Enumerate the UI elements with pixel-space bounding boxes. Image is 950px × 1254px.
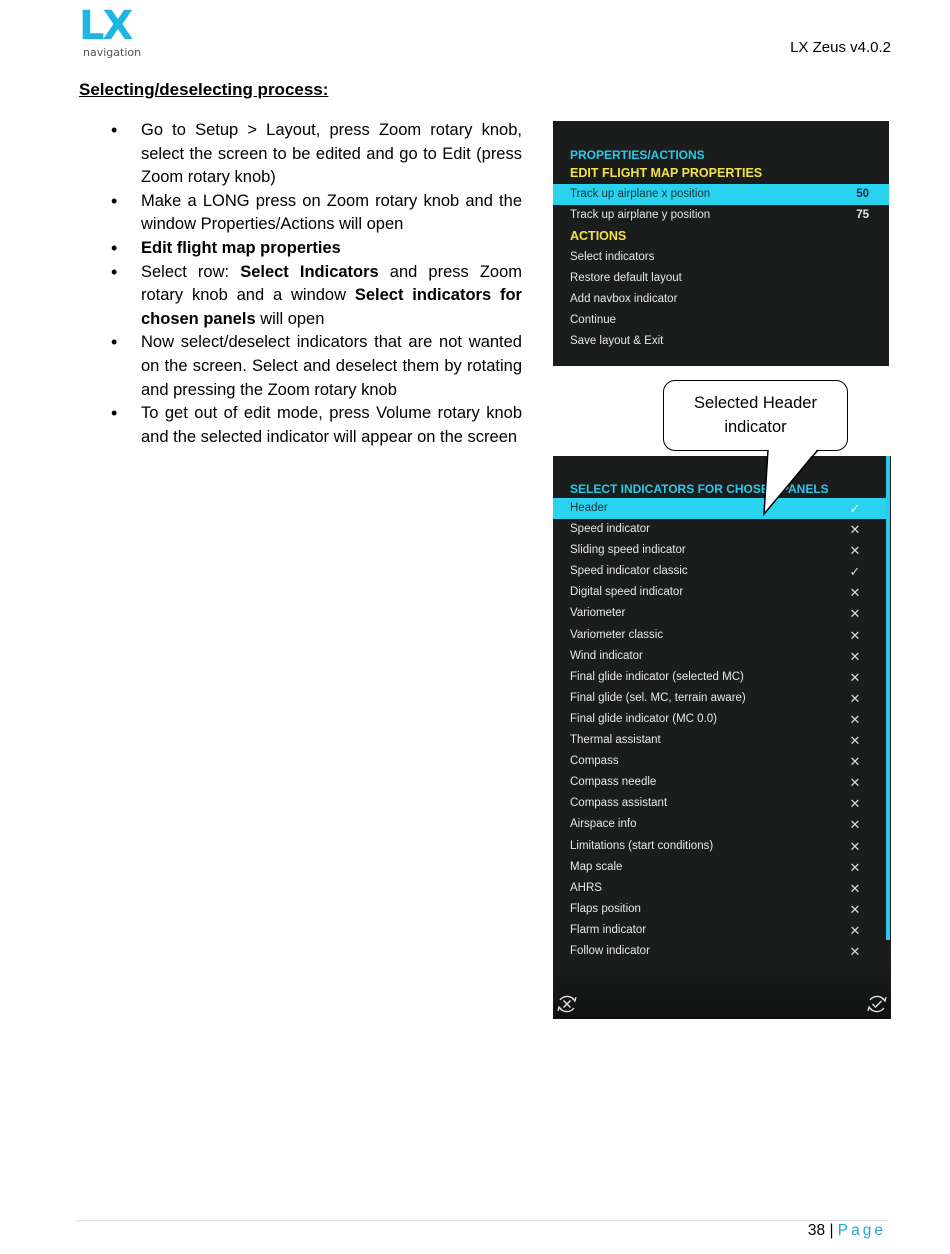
action-item[interactable]: Continue — [570, 314, 617, 326]
page-number-value: 38 — [807, 1222, 826, 1239]
properties-actions-heading: PROPERTIES/ACTIONS — [570, 148, 705, 162]
indicator-label: Speed indicator classic — [570, 565, 688, 578]
indicator-row[interactable] — [553, 793, 886, 814]
logo-lx-text: LX — [79, 3, 132, 49]
action-item[interactable]: Restore default layout — [570, 272, 682, 284]
confirm-rotate-icon[interactable] — [865, 992, 889, 1016]
instruction-step — [108, 261, 522, 332]
bottom-bar — [553, 959, 891, 1019]
instruction-step — [108, 402, 522, 449]
indicator-label: Wind indicator — [570, 649, 643, 662]
callout-line-2: indicator — [724, 418, 787, 436]
instruction-step — [108, 190, 522, 237]
action-item[interactable]: Select indicators — [570, 251, 655, 263]
step-text: Make a LONG press on Zoom rotary knob and the window Properties/Actions will open — [141, 191, 522, 234]
page-word: Page — [837, 1222, 886, 1239]
step-text: will open — [255, 309, 325, 328]
indicator-row[interactable] — [553, 603, 886, 624]
instruction-list — [108, 119, 522, 449]
indicator-label: Header — [570, 502, 608, 514]
step-text: Now select/deselect indicators that are not wanted on the screen. Select and deselect them by rotating and pressing the Zoom rotary knob — [141, 333, 522, 399]
indicator-label: Follow indicator — [570, 944, 650, 957]
cross-icon[interactable]: ✕ — [849, 859, 861, 875]
cross-icon[interactable]: ✕ — [849, 880, 861, 896]
cross-icon[interactable]: ✕ — [849, 711, 861, 727]
indicator-row[interactable] — [553, 519, 886, 540]
select-indicators-screen — [553, 456, 891, 1019]
indicator-row[interactable] — [553, 857, 886, 878]
indicator-label: AHRS — [570, 881, 602, 894]
step-text: Go to Setup > Layout, press Zoom rotary knob, select the screen to be edited and go to Edit (press Zoom rotary knob) — [141, 121, 522, 187]
indicator-row[interactable] — [553, 498, 886, 519]
indicator-row[interactable] — [553, 688, 886, 709]
lx-navigation-logo — [79, 3, 149, 62]
property-value: 75 — [856, 209, 869, 221]
step-text: Select row: — [141, 262, 241, 281]
property-value: 50 — [856, 188, 869, 200]
cross-icon[interactable]: ✕ — [849, 627, 861, 643]
footer-divider — [76, 1220, 888, 1221]
indicator-row[interactable] — [553, 730, 886, 751]
indicator-label: Flarm indicator — [570, 923, 647, 936]
indicator-row[interactable] — [553, 899, 886, 920]
indicator-label: Map scale — [570, 860, 623, 873]
indicator-label: Speed indicator — [570, 523, 650, 536]
indicator-row[interactable] — [553, 878, 886, 899]
selected-header-callout — [663, 380, 848, 451]
step-text: To get out of edit mode, press Volume rotary knob and the selected indicator will appear on the screen — [141, 404, 522, 446]
document-version: LX Zeus v4.0.2 — [790, 39, 891, 56]
indicator-label: Final glide (sel. MC, terrain aware) — [570, 691, 746, 704]
indicator-label: Variometer — [570, 607, 626, 620]
indicator-label: Sliding speed indicator — [570, 544, 686, 557]
cross-icon[interactable]: ✕ — [849, 796, 861, 812]
property-row[interactable] — [553, 184, 889, 205]
indicator-row[interactable] — [553, 561, 886, 582]
property-label: Track up airplane x position — [570, 188, 711, 200]
cancel-rotate-icon[interactable] — [555, 992, 579, 1016]
indicator-label: Compass assistant — [570, 797, 668, 810]
edit-flight-map-heading: EDIT FLIGHT MAP PROPERTIES — [570, 166, 763, 180]
indicator-label: Airspace info — [570, 818, 637, 831]
property-label: Track up airplane y position — [570, 209, 711, 221]
page-number — [808, 1222, 886, 1240]
indicator-row[interactable] — [553, 625, 886, 646]
cross-icon[interactable]: ✕ — [849, 606, 861, 622]
logo-subtext: navigation — [83, 46, 142, 59]
step-text: and press Zoom rotary knob and a window — [141, 262, 523, 305]
cross-icon[interactable]: ✕ — [849, 922, 861, 938]
callout-line-1: Selected Header — [694, 394, 817, 412]
indicator-row[interactable] — [553, 646, 886, 667]
cross-icon[interactable]: ✕ — [849, 775, 861, 791]
checkmark-icon[interactable]: ✓ — [849, 501, 861, 516]
indicator-label: Variometer classic — [570, 628, 664, 641]
cross-icon[interactable]: ✕ — [849, 754, 861, 770]
checkmark-icon[interactable]: ✓ — [849, 564, 861, 580]
indicator-label: Final glide indicator (MC 0.0) — [570, 712, 718, 725]
cross-icon[interactable]: ✕ — [849, 543, 861, 559]
indicator-label: Compass needle — [570, 776, 657, 789]
step-bold-text: Edit flight map properties — [141, 238, 341, 257]
action-item[interactable]: Add navbox indicator — [570, 293, 678, 305]
section-title: Selecting/deselecting process: — [79, 80, 329, 99]
indicator-row[interactable] — [553, 751, 886, 772]
indicator-row[interactable] — [553, 772, 886, 793]
cross-icon[interactable]: ✕ — [849, 943, 861, 959]
indicator-label: Limitations (start conditions) — [570, 839, 714, 852]
indicator-label: Flaps position — [570, 902, 641, 915]
cross-icon[interactable]: ✕ — [849, 669, 861, 685]
step-bold-text: Select Indicators — [240, 262, 379, 281]
indicator-list — [553, 498, 886, 962]
select-indicators-title: SELECT INDICATORS FOR CHOSEN PANELS — [570, 482, 829, 496]
actions-heading: ACTIONS — [570, 229, 627, 243]
indicator-row[interactable] — [553, 667, 886, 688]
action-item[interactable]: Save layout & Exit — [570, 335, 664, 347]
instruction-step — [108, 237, 522, 261]
indicator-row[interactable] — [553, 920, 886, 941]
instruction-step — [108, 119, 522, 190]
indicator-label: Final glide indicator (selected MC) — [570, 670, 744, 683]
indicator-row[interactable] — [553, 814, 886, 835]
instruction-step — [108, 331, 522, 402]
callout-pointer — [750, 448, 830, 518]
page-separator: | — [829, 1222, 834, 1239]
indicator-row[interactable] — [553, 709, 886, 730]
indicator-label: Thermal assistant — [570, 734, 661, 747]
cross-icon[interactable]: ✕ — [849, 838, 861, 854]
cross-icon[interactable]: ✕ — [849, 648, 861, 664]
cross-icon[interactable]: ✕ — [849, 522, 861, 538]
step-bold-text: Select indicators for chosen panels — [141, 286, 522, 328]
indicator-row[interactable] — [553, 540, 886, 561]
cross-icon[interactable]: ✕ — [849, 585, 861, 601]
properties-actions-screen — [553, 121, 889, 366]
indicator-row[interactable] — [553, 582, 886, 603]
cross-icon[interactable]: ✕ — [849, 901, 861, 917]
scrollbar[interactable] — [886, 456, 890, 940]
cross-icon[interactable]: ✕ — [849, 817, 861, 833]
cross-icon[interactable]: ✕ — [849, 733, 861, 749]
property-row[interactable] — [553, 205, 889, 226]
indicator-label: Digital speed indicator — [570, 586, 684, 599]
indicator-label: Compass — [570, 755, 619, 768]
cross-icon[interactable]: ✕ — [849, 690, 861, 706]
indicator-row[interactable] — [553, 836, 886, 857]
